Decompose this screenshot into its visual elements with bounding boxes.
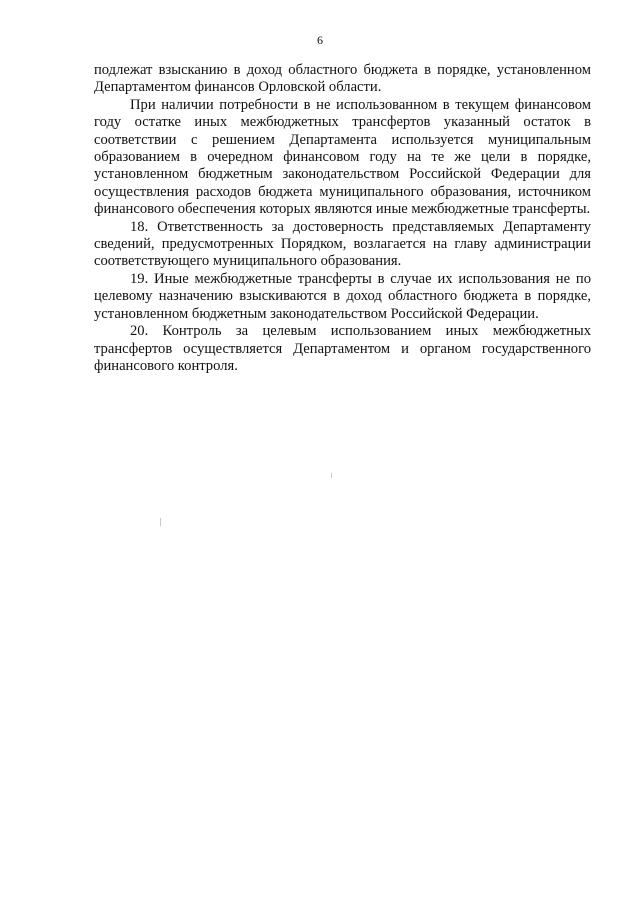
paragraph-continuation: подлежат взысканию в доход областного бюджета в порядке, установленном Департаментом финансов Орловской области. [94,62,591,96]
paragraph-20-control: 20. Контроль за целевым использованием иных межбюджетных трансфертов осуществляется Департаментом и органом государственного финансового контроля. [94,323,591,374]
paragraph-19-misuse-recovery: 19. Иные межбюджетные трансферты в случае их использования не по целевому назначению взыскиваются в доход областного бюджета в порядке, установленном бюджетным законодательством Российской Федерации. [94,270,591,322]
document-body [94,62,591,375]
paragraph-18-responsibility: 18. Ответственность за достоверность представляемых Департаменту сведений, предусмотренных Порядком, возлагается на главу администрации соответствующего муниципального образования. [94,218,591,270]
scan-speck [160,518,161,526]
page-number: 6 [317,33,323,47]
paragraph-unused-balance: При наличии потребности в не использованном в текущем финансовом году остатке иных межбюджетных трансфертов указанный остаток в соответствии с решением Департамента используется муниципальным образованием в очередном финансовом году на те же цели в порядке, установленном бюджетным законодательством Российской Федерации для осуществления расходов бюджета муниципального образования, источником финансового обеспечения которых являются иные межбюджетные трансферты. [94,96,591,218]
scan-speck [331,473,332,478]
